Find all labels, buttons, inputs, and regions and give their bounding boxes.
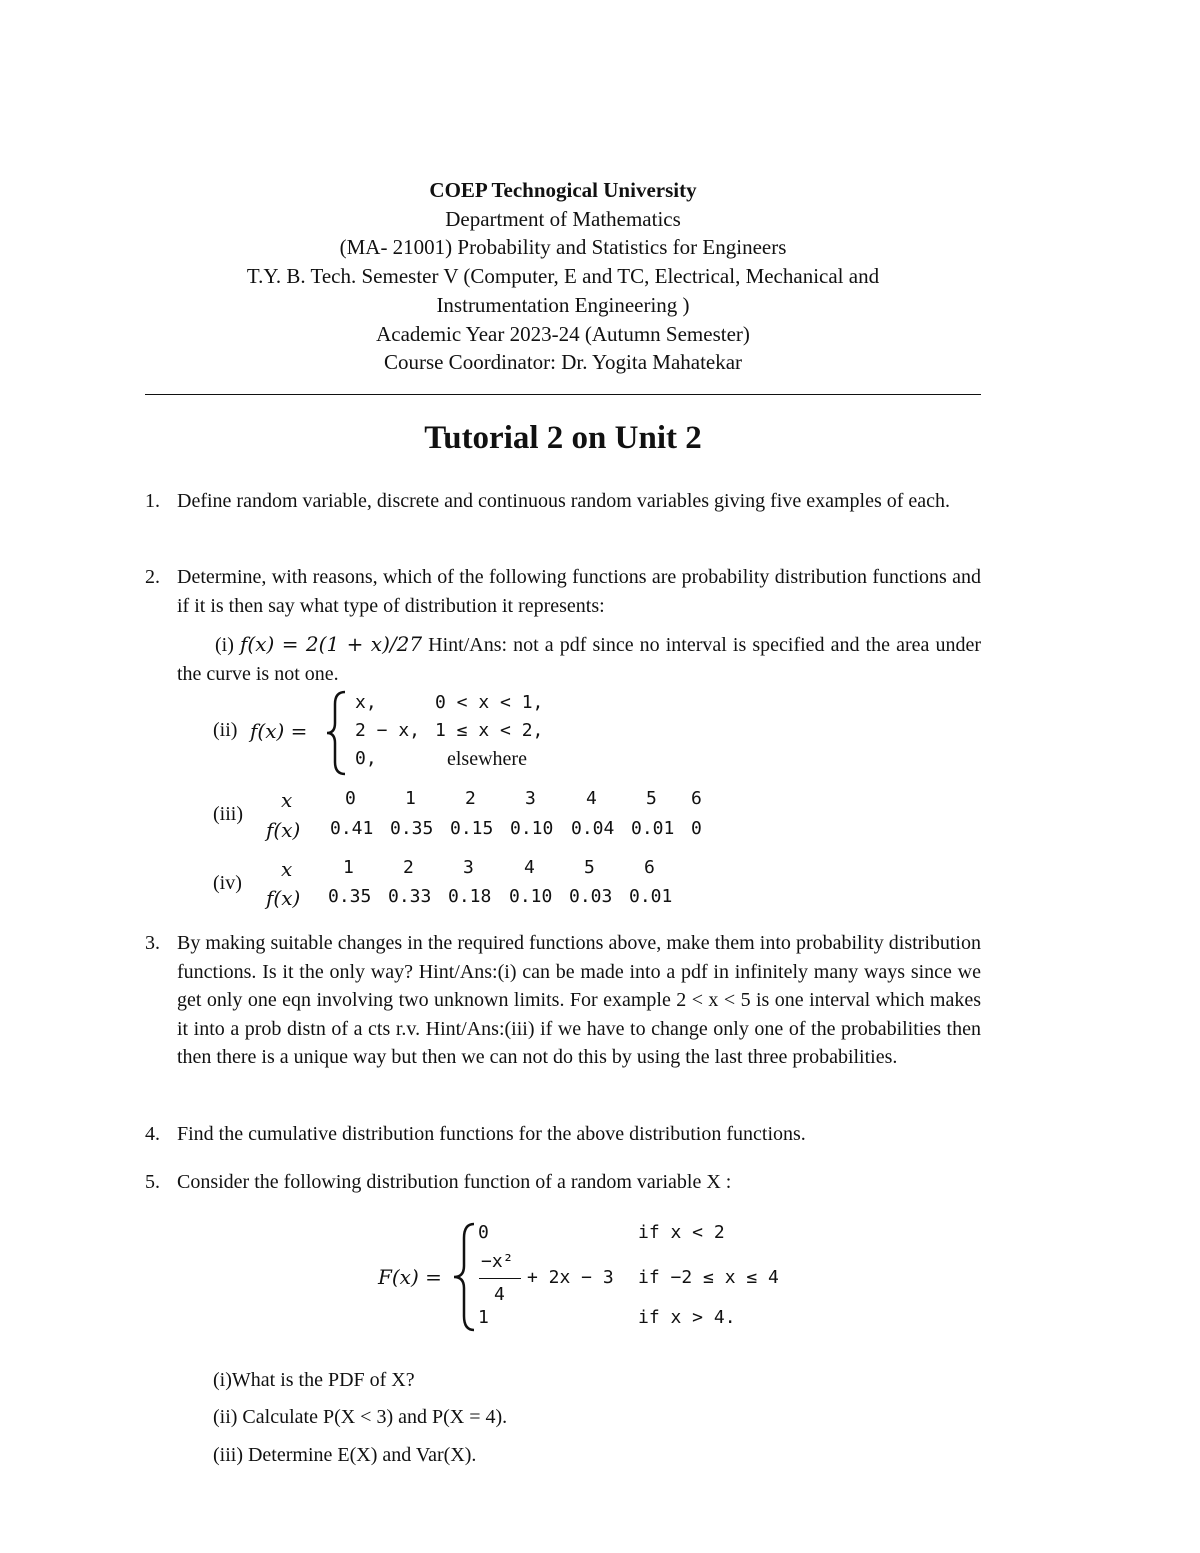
table-f-cell: 0: [691, 818, 702, 839]
case-cond: if x > 4.: [638, 1307, 736, 1328]
case-cond: elsewhere: [447, 748, 527, 770]
case-expr: 0: [478, 1222, 489, 1243]
case-cond: 0 < x < 1,: [435, 692, 544, 713]
table-x-cell: 3: [463, 857, 474, 878]
left-brace: [452, 1222, 478, 1332]
piecewise-lhs: f(x) =: [250, 719, 308, 743]
question-text: By making suitable changes in the required functions above, make them into probability distribution functions. Is it the only way? Hint/Ans:(i) can be made into a pdf in infinitely many ways since we get only one eqn involving two unknown limits. For example 2 < x < 5 is one interval which makes it into a prob distn of a cts r.v. Hint/Ans:(iii) if we have to change only one of the probabilities then then there is a unique way but then we can not do this by using the last three probabilities.: [177, 932, 981, 1068]
part-formula: f(x) = 2(1 + x)/27: [239, 632, 423, 656]
table-f-cell: 0.04: [571, 818, 615, 839]
cdf-lhs: F(x) =: [378, 1265, 442, 1289]
left-brace: [325, 690, 349, 776]
table-x-cell: 0: [345, 788, 356, 809]
table-f-cell: 0.41: [330, 818, 374, 839]
question-4: [145, 1120, 981, 1149]
program-line-1: T.Y. B. Tech. Semester V (Computer, E and TC, Electrical, Mechanical and: [246, 264, 880, 289]
table-f-cell: 0.18: [448, 886, 492, 907]
part-label: (i): [215, 634, 234, 656]
fraction-numerator: −x²: [481, 1251, 514, 1272]
fraction-bar: [479, 1278, 521, 1279]
table-f-cell: 0.03: [569, 886, 613, 907]
table-f-cell: 0.10: [510, 818, 554, 839]
table-f-cell: 0.35: [390, 818, 434, 839]
question-3: [145, 929, 981, 1072]
question-number: 2.: [145, 566, 160, 588]
table-x-cell: 1: [343, 857, 354, 878]
q5-sub-ii: (ii) Calculate P(X < 3) and P(X = 4).: [213, 1406, 508, 1428]
table-x-header: x: [281, 857, 293, 881]
part-label: (iii): [213, 803, 243, 825]
question-text: Consider the following distribution function of a random variable X :: [177, 1171, 732, 1193]
question-text: Determine, with reasons, which of the following functions are probability distribution functions and if it is then say what type of distribution it represents:: [177, 566, 981, 617]
q5-sub-iii: (iii) Determine E(X) and Var(X).: [213, 1444, 477, 1466]
table-f-cell: 0.01: [629, 886, 673, 907]
table-x-cell: 2: [465, 788, 476, 809]
fraction-denominator: 4: [494, 1284, 505, 1305]
course-coordinator: Course Coordinator: Dr. Yogita Mahatekar: [383, 350, 743, 375]
part-label: (ii): [213, 719, 238, 741]
case-cond: 1 ≤ x < 2,: [435, 720, 544, 741]
case-expr: 0,: [355, 748, 377, 769]
table-f-cell: 0.35: [328, 886, 372, 907]
table-x-cell: 2: [403, 857, 414, 878]
table-f-header: f(x): [266, 886, 301, 910]
table-x-header: x: [281, 788, 293, 812]
table-x-cell: 1: [405, 788, 416, 809]
part-hint: Hint/Ans: not a pdf since no interval is specified and the area under the curve is not one.: [177, 634, 982, 685]
table-x-cell: 5: [646, 788, 657, 809]
case-cond: if −2 ≤ x ≤ 4: [638, 1267, 779, 1288]
question-number: 5.: [145, 1171, 160, 1193]
table-f-cell: 0.01: [631, 818, 675, 839]
table-x-cell: 4: [524, 857, 535, 878]
question-text: Define random variable, discrete and continuous random variables giving five examples of each.: [177, 490, 951, 512]
table-x-cell: 4: [586, 788, 597, 809]
document-header: [145, 176, 981, 377]
question-number: 3.: [145, 932, 160, 954]
table-f-cell: 0.15: [450, 818, 494, 839]
case-expr: x,: [355, 692, 377, 713]
table-x-cell: 6: [644, 857, 655, 878]
tutorial-title: Tutorial 2 on Unit 2: [424, 420, 702, 456]
q2-part-i: [145, 630, 981, 688]
university-name: COEP Technogical University: [429, 178, 697, 202]
table-f-cell: 0.10: [509, 886, 553, 907]
question-text: Find the cumulative distribution functions for the above distribution functions.: [177, 1123, 806, 1145]
case-expr-rest: + 2x − 3: [527, 1267, 614, 1288]
table-x-cell: 6: [691, 788, 702, 809]
header-divider: [145, 394, 981, 395]
question-1: [145, 487, 981, 516]
table-x-cell: 3: [525, 788, 536, 809]
question-2: [145, 563, 981, 620]
question-number: 4.: [145, 1123, 160, 1145]
q5-sub-i: (i)What is the PDF of X?: [213, 1369, 415, 1391]
question-5: [145, 1168, 981, 1197]
question-number: 1.: [145, 490, 160, 512]
case-cond: if x < 2: [638, 1222, 725, 1243]
course-name: (MA- 21001) Probability and Statistics for Engineers: [339, 235, 787, 260]
department-name: Department of Mathematics: [445, 206, 681, 231]
program-line-2: Instrumentation Engineering ): [436, 292, 690, 317]
case-expr: 1: [478, 1307, 489, 1328]
table-x-cell: 5: [584, 857, 595, 878]
table-f-cell: 0.33: [388, 886, 432, 907]
part-label: (iv): [213, 872, 242, 894]
case-expr: 2 − x,: [355, 720, 421, 741]
academic-year: Academic Year 2023-24 (Autumn Semester): [376, 321, 750, 346]
table-f-header: f(x): [266, 818, 301, 842]
